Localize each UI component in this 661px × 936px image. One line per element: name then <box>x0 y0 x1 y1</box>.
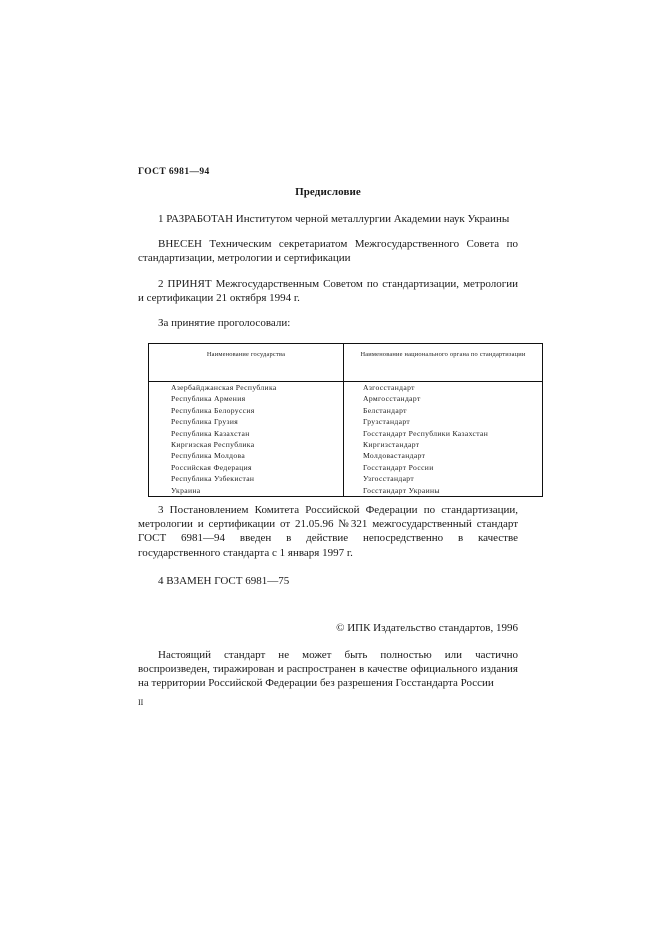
list-item: Киргизстандарт <box>363 440 420 450</box>
list-item: Российская Федерация <box>171 462 252 472</box>
list-item: Молдовастандарт <box>363 451 426 461</box>
table-body-row <box>149 382 543 497</box>
list-item: Азгосстандарт <box>363 383 415 392</box>
lower-clauses-section <box>138 503 518 597</box>
clause-2-adopted-by: 2 ПРИНЯТ Межгосударственным Советом по стандартизации, метрологии и сертификации 21 октября 1994 г. <box>138 277 518 304</box>
page-title: Предисловие <box>295 186 361 198</box>
column-header-state: Наименование государства <box>149 344 344 382</box>
voting-states-table <box>148 343 543 497</box>
list-item: Азербайджанская Республика <box>171 383 277 392</box>
national-body-names-cell <box>344 382 543 497</box>
clause-4-supersedes: 4 ВЗАМЕН ГОСТ 6981—75 <box>158 574 290 587</box>
list-item: Республика Армения <box>171 394 246 404</box>
list-item: Республика Грузия <box>171 417 239 427</box>
national-body-list <box>344 382 542 496</box>
list-item: Республика Казахстан <box>171 428 250 438</box>
list-item: Республика Белоруссия <box>171 405 255 415</box>
copyright-line: © ИПК Издательство стандартов, 1996 <box>336 622 518 634</box>
list-item: Республика Молдова <box>171 451 246 461</box>
list-item: Грузстандарт <box>363 417 411 427</box>
clause-3-enactment: 3 Постановлением Комитета Российской Федерации по стандартизации, метрологии и сертификации от 21.05.96 №321 межгосударственный стандарт ГОСТ 6981—94 введен в действие непосредственно в качестве государственного стандарта с 1 января 1997 г. <box>138 504 518 559</box>
list-item: Республика Узбекистан <box>171 474 255 484</box>
vote-lead-in: За принятие проголосовали: <box>158 317 291 330</box>
preface-section <box>138 186 518 338</box>
column-header-national-body: Наименование национального органа по стандартизации <box>344 344 543 382</box>
clause-1-submitted-by: ВНЕСЕН Техническим секретариатом Межгосударственного Совета по стандартизации, метрологии и сертификации <box>138 238 518 265</box>
page-number: II <box>138 698 144 707</box>
list-item: Киргизская Республика <box>171 440 255 450</box>
clause-1-developed-by: 1 РАЗРАБОТАН Институтом черной металлургии Академии наук Украины <box>158 213 510 225</box>
state-names-cell <box>149 382 344 497</box>
list-item: Госстандарт Республики Казахстан <box>363 428 489 438</box>
list-item: Армгосстандарт <box>363 394 421 404</box>
reproduction-notice: Настоящий стандарт не может быть полностью или частично воспроизведен, тиражирован и распространен в качестве официального издания на территории Российской Федерации без разрешения Госстандарта России <box>138 649 518 690</box>
list-item: Узгосстандарт <box>363 474 415 484</box>
running-head: ГОСТ 6981—94 <box>138 167 210 177</box>
list-item: Госстандарт Украины <box>363 485 440 495</box>
state-names-list <box>149 382 343 496</box>
list-item: Белстандарт <box>363 405 407 415</box>
reproduction-notice-section <box>138 648 518 702</box>
list-item: Украина <box>171 485 201 495</box>
table-header-row <box>149 344 543 382</box>
list-item: Госстандарт России <box>363 462 434 472</box>
